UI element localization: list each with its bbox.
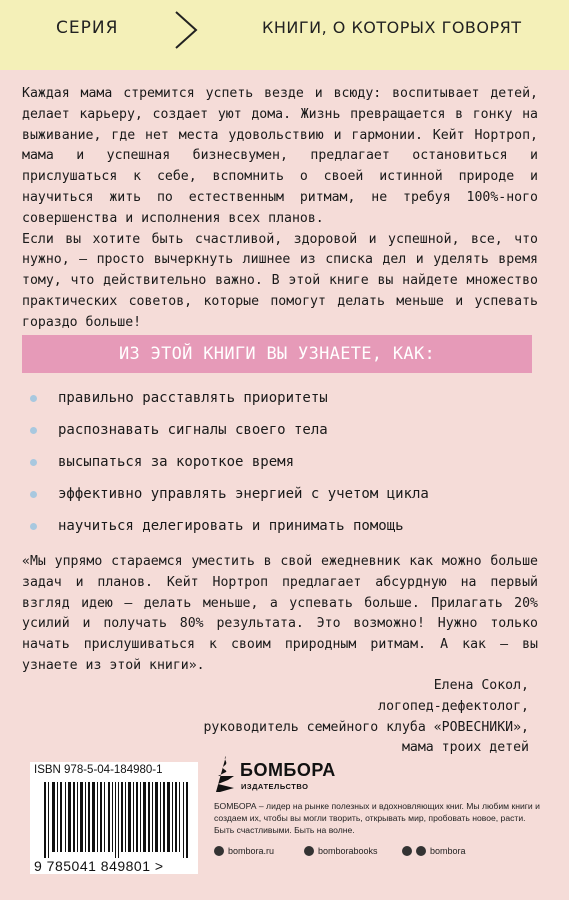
learn-heading: ИЗ ЭТОЙ КНИГИ ВЫ УЗНАЕТЕ, КАК:: [118, 344, 436, 364]
learn-list: [28, 382, 538, 542]
endorsement-quote: «Мы упрямо стараемся уместить в свой ежедневник как можно больше задач и планов. Кейт Нортроп предлагает абсурдную на первый взгляд идею – делать меньше, а успевать больше. Прилагать 20% усилий и получать 80% результата. Это возможно! Нужно только начать прислушиваться к своим природным ритмам. А как – вы узнаете из этой книги».: [22, 554, 538, 673]
bullet-dot-icon: [30, 427, 37, 434]
chevron-right-icon: [166, 10, 206, 50]
description-paragraph-2: Если вы хотите быть счастливой, здоровой и успешной, все, что нужно, – просто вычеркнуть лишнее из списка дел и уделять время тому, что действительно важно. В этой книге вы найдете множество практических советов, которые помогут делать меньше и успевать гораздо больше!: [22, 231, 538, 330]
list-item: распознавать сигналы своего тела: [28, 414, 538, 446]
social-youtube-telegram: bombora: [402, 846, 466, 856]
youtube-icon: [402, 846, 412, 856]
publisher-logo-icon: [214, 754, 238, 794]
quote-signature: [203, 676, 529, 759]
isbn-text: ISBN 978-5-04-184980-1: [34, 764, 163, 776]
quote-role: руководитель семейного клуба «РОВЕСНИКИ»,: [203, 719, 529, 735]
list-item: научиться делегировать и принимать помощь: [28, 510, 538, 542]
description-paragraph-1: Каждая мама стремится успеть везде и всюду: воспитывает детей, делает карьеру, создает уют дома. Жизнь превращается в гонку на выживание, где нет места удовольствию и гармонии. Кейт Нортроп, мама и успешная бизнесвумен, предлагает остановиться и прислушаться к себе, вспомнить о своей истинной природе и научиться жить по естественным ритмам, не требуя 100%-ного совершенства и исполнения всех планов.: [22, 86, 538, 226]
quote-author: Елена Сокол,: [433, 678, 529, 693]
list-item: правильно расставлять приоритеты: [28, 382, 538, 414]
barcode-bars-icon: [44, 782, 194, 858]
list-item: высыпаться за короткое время: [28, 446, 538, 478]
social-website: bombora.ru: [214, 846, 274, 856]
series-label: СЕРИЯ: [56, 18, 119, 38]
telegram-icon: [416, 846, 426, 856]
barcode: [30, 762, 198, 874]
bullet-dot-icon: [30, 395, 37, 402]
barcode-number: 9 785041 849801 >: [34, 858, 164, 874]
book-description: [22, 84, 538, 334]
series-name: КНИГИ, О КОТОРЫХ ГОВОРЯТ: [262, 18, 522, 37]
learn-banner: [22, 335, 532, 373]
series-header: [0, 0, 569, 70]
quote-role: логопед-дефектолог,: [378, 698, 529, 714]
quote-role: мама троих детей: [401, 740, 529, 756]
publisher-description: БОМБОРА – лидер на рынке полезных и вдохновляющих книг. Мы любим книги и создаем их, чтобы вы могли творить, открывать мир, пробовать новое, расти. Быть счастливыми. Быть на волне.: [214, 801, 540, 835]
publisher-sub: ИЗДАТЕЛЬСТВО: [241, 782, 309, 791]
bullet-dot-icon: [30, 491, 37, 498]
bullet-dot-icon: [30, 523, 37, 530]
vk-icon: [304, 846, 314, 856]
globe-icon: [214, 846, 224, 856]
bullet-dot-icon: [30, 459, 37, 466]
list-item: эффективно управлять энергией с учетом цикла: [28, 478, 538, 510]
social-vk: bomborabooks: [304, 846, 378, 856]
publisher-brand: БОМБОРА: [240, 760, 336, 780]
